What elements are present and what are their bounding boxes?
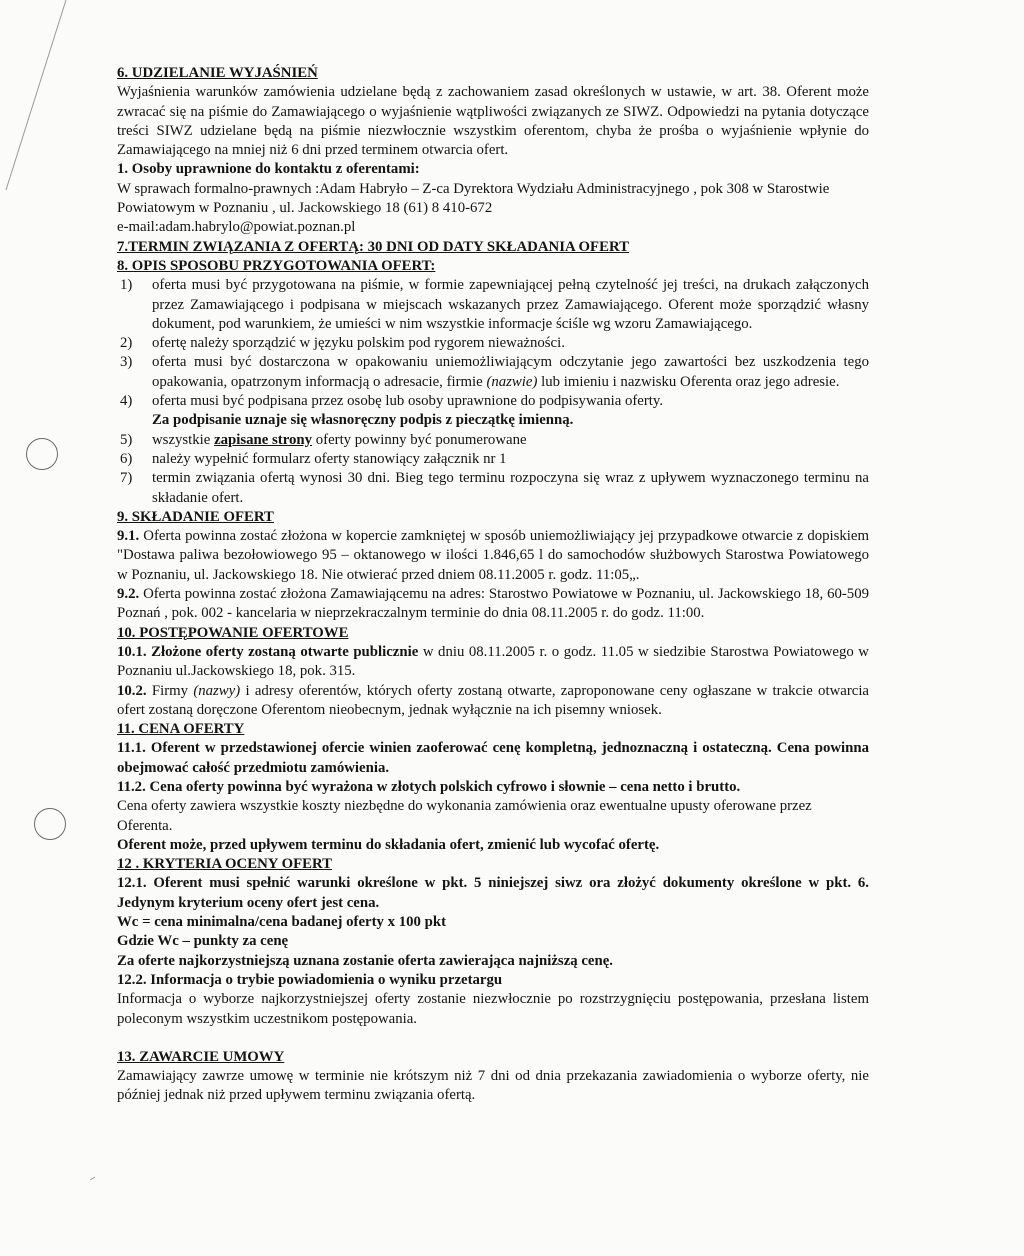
fold-line	[6, 0, 66, 190]
list-item	[117, 469, 869, 508]
item-number: 1)	[120, 277, 133, 294]
contact-text: W sprawach formalno-prawnych :Adam Habryło – Z-ca Dyrektora Wydziału Administracyjnego , pok 308 w Starostwie Powiatowym w Poznaniu , ul. Jackowskiego 18 (61) 8 410-672	[117, 180, 830, 217]
paragraph-lead: 10.1. Złożone oferty zostaną otwarte publicznie	[117, 643, 419, 660]
item-text-italic: (nazwie)	[486, 373, 538, 390]
scan-speck	[90, 1177, 95, 1180]
item-number: 3)	[120, 354, 133, 371]
section-12-paragraph-6: Informacja o wyborze najkorzystniejszej oferty zostanie niezwłocznie po rozstrzygnięciu postępowania, przesłana listem poleconym wszystkim uczestnikom postępowania.	[117, 991, 869, 1027]
item-number: 5)	[120, 431, 133, 448]
list-item	[117, 431, 869, 450]
item-text-end: lub imieniu i nazwisku Oferenta oraz jego adresie.	[537, 373, 840, 390]
paragraph-text: w dniu 08.11.2005 r. o godz. 11.05 w siedzibie Starostwa Powiatowego w Poznaniu ul.Jackowskiego 18, pok. 315.	[117, 643, 869, 680]
section-11-paragraph-4: Oferent może, przed upływem terminu do składania ofert, zmienić lub wycofać ofertę.	[117, 836, 660, 853]
section-8	[117, 257, 869, 508]
paragraph-number: 9.1.	[117, 528, 140, 545]
contact-heading: 1. Osoby uprawnione do kontaktu z oferentami:	[117, 161, 420, 178]
item-text: oferta musi być przygotowana na piśmie, w formie zapewniającej pełną czytelność jej treści, na drukach załączonych przez Zamawiającego i podpisana w miejscach wskazanych przez Zamawiającego. Oferent może sporządzić własny dokument, pod warunkiem, że umieści w nim wszystkie informacje ściśle wg wzoru Zamawiającego.	[152, 277, 869, 332]
list-item	[117, 392, 869, 431]
list-item	[117, 450, 869, 469]
section-13-paragraph: Zamawiający zawrze umowę w terminie nie krótszym niż 7 dni od dnia przekazania zawiadomienia o wyborze oferty, nie później jednak niż przed upływem terminu związania ofertą.	[117, 1068, 869, 1104]
section-12-paragraph-1: 12.1. Oferent musi spełnić warunki określone w pkt. 5 niniejszej siwz ora złożyć dokumenty określone w pkt. 6. Jedynym kryterium oceny ofert jest cena.	[117, 875, 869, 911]
section-13	[117, 1048, 869, 1106]
section-7-heading: 7.TERMIN ZWIĄZANIA Z OFERTĄ: 30 DNI OD DATY SKŁADANIA OFERT	[117, 238, 629, 255]
item-text: termin związania ofertą wynosi 30 dni. Bieg tego terminu rozpoczyna się wraz z upływem wyznaczonego terminu na składanie ofert.	[152, 470, 869, 506]
item-text: należy wypełnić formularz oferty stanowiący załącznik nr 1	[152, 450, 507, 467]
contact-email: e-mail:adam.habrylo@powiat.poznan.pl	[117, 219, 356, 236]
section-10-paragraph-2	[117, 682, 869, 721]
item-text: ofertę należy sporządzić w języku polskim pod rygorem nieważności.	[152, 335, 565, 352]
best-offer-rule: Za oferte najkorzystniejszą uznana zostanie oferta zawierająca najniższą cenę.	[117, 952, 613, 969]
list-item	[117, 353, 869, 392]
paragraph-text: Oferta powinna zostać złożona w kopercie zamkniętej w sposób uniemożliwiający jej przypadkowe otwarcie z dopiskiem "Dostawa paliwa bezołowiowego 95 – oktanowego w ilości 1.846,65 l do samochodów służbowych Starostwa Powiatowego w Poznaniu, ul. Jackowskiego 18. Nie otwierać przed dniem 08.11.2005 r. godz. 11:05„.	[117, 528, 869, 583]
formula-legend: Gdzie Wc – punkty za cenę	[117, 933, 289, 950]
spacer	[117, 1029, 869, 1048]
paragraph-number: 10.2.	[117, 682, 147, 699]
section-8-list	[117, 276, 869, 508]
item-number: 7)	[120, 470, 133, 487]
section-9-paragraph-1	[117, 527, 869, 585]
section-10-heading: 10. POSTĘPOWANIE OFERTOWE	[117, 624, 349, 641]
punch-hole-top	[26, 438, 58, 470]
item-text: oferta musi być dostarczona w opakowaniu uniemożliwiającym odczytanie jego zawartości bez uszkodzenia tego opakowania, opatrzonym informacją o adresacie, firmie	[152, 354, 869, 390]
document-body	[117, 64, 869, 1106]
section-6	[117, 64, 869, 238]
section-11-paragraph-3: Cena oferty zawiera wszystkie koszty niezbędne do wykonania zamówienia oraz ewentualne upusty oferowane przez Oferenta.	[117, 798, 812, 834]
paragraph-text-end: i adresy oferentów, których oferty zostaną otwarte, zaproponowane ceny ogłaszane w trakcie otwarcia ofert zostaną doręczone Oferentom nieobecnym, jednak wyłącznie na ich pisemny wniosek.	[117, 682, 869, 718]
price-formula: Wc = cena minimalna/cena badanej oferty x 100 pkt	[117, 914, 447, 931]
item-text-end: oferty powinny być ponumerowane	[312, 431, 527, 448]
section-9	[117, 508, 869, 624]
item-number: 6)	[120, 450, 133, 467]
paragraph-number: 9.2.	[117, 586, 140, 603]
section-6-heading: 6. UDZIELANIE WYJAŚNIEŃ	[117, 65, 318, 81]
section-8-heading: 8. OPIS SPOSOBU PRZYGOTOWANIA OFERT:	[117, 257, 436, 274]
list-item	[117, 334, 869, 353]
signature-requirement: Za podpisanie uznaje się własnoręczny podpis z pieczątkę imienną.	[152, 412, 574, 429]
section-6-paragraph: Wyjaśnienia warunków zamówienia udzielane będą z zachowaniem zasad określonych w ustawie, w art. 38. Oferent może zwracać się na piśmie do Zamawiającego o wyjaśnienie wątpliwości związanych ze SIWZ. Odpowiedzi na pytania dotyczące treści SIWZ udzielane będą na piśmie niezwłocznie wszystkim oferentom, chyba że prośba o wyjaśnienie wpłynie do Zamawiającego na mniej niż 6 dni przed terminem otwarcia ofert.	[117, 84, 869, 159]
section-9-heading: 9. SKŁADANIE OFERT	[117, 508, 274, 525]
section-13-heading: 13. ZAWARCIE UMOWY	[117, 1048, 285, 1065]
section-11-paragraph-2: 11.2. Cena oferty powinna być wyrażona w złotych polskich cyfrowo i słownie – cena netto i brutto.	[117, 778, 741, 795]
section-12-heading: 12 . KRYTERIA OCENY OFERT	[117, 856, 333, 873]
section-9-paragraph-2	[117, 585, 869, 624]
section-12-subheading: 12.2. Informacja o trybie powiadomienia o wyniku przetargu	[117, 971, 503, 988]
section-10	[117, 624, 869, 720]
item-number: 4)	[120, 393, 133, 410]
section-11	[117, 720, 869, 855]
section-7	[117, 238, 869, 257]
paragraph-text: Firmy	[146, 682, 194, 699]
item-text-emphasis: zapisane strony	[214, 431, 313, 448]
paragraph-text: Oferta powinna zostać złożona Zamawiającemu na adres: Starostwo Powiatowe w Poznaniu, ul. Jackowskiego 18, 60-509 Poznań , pok. 002 - kancelaria w nieprzekraczalnym terminie do dnia 08.11.2005 r. do godz. 11:00.	[117, 586, 869, 622]
item-text: wszystkie	[152, 431, 215, 448]
section-11-paragraph-1: 11.1. Oferent w przedstawionej ofercie winien zaoferować cenę kompletną, jednoznaczną i ostateczną. Cena powinna obejmować całość przedmiotu zamówienia.	[117, 740, 869, 776]
item-text: oferta musi być podpisana przez osobę lub osoby uprawnione do podpisywania oferty.	[152, 393, 664, 410]
section-12	[117, 855, 869, 1029]
list-item	[117, 276, 869, 334]
paragraph-italic: (nazwy)	[193, 682, 241, 699]
punch-hole-bottom	[34, 808, 66, 840]
section-11-heading: 11. CENA OFERTY	[117, 721, 245, 738]
item-number: 2)	[120, 335, 133, 352]
section-10-paragraph-1	[117, 643, 869, 682]
